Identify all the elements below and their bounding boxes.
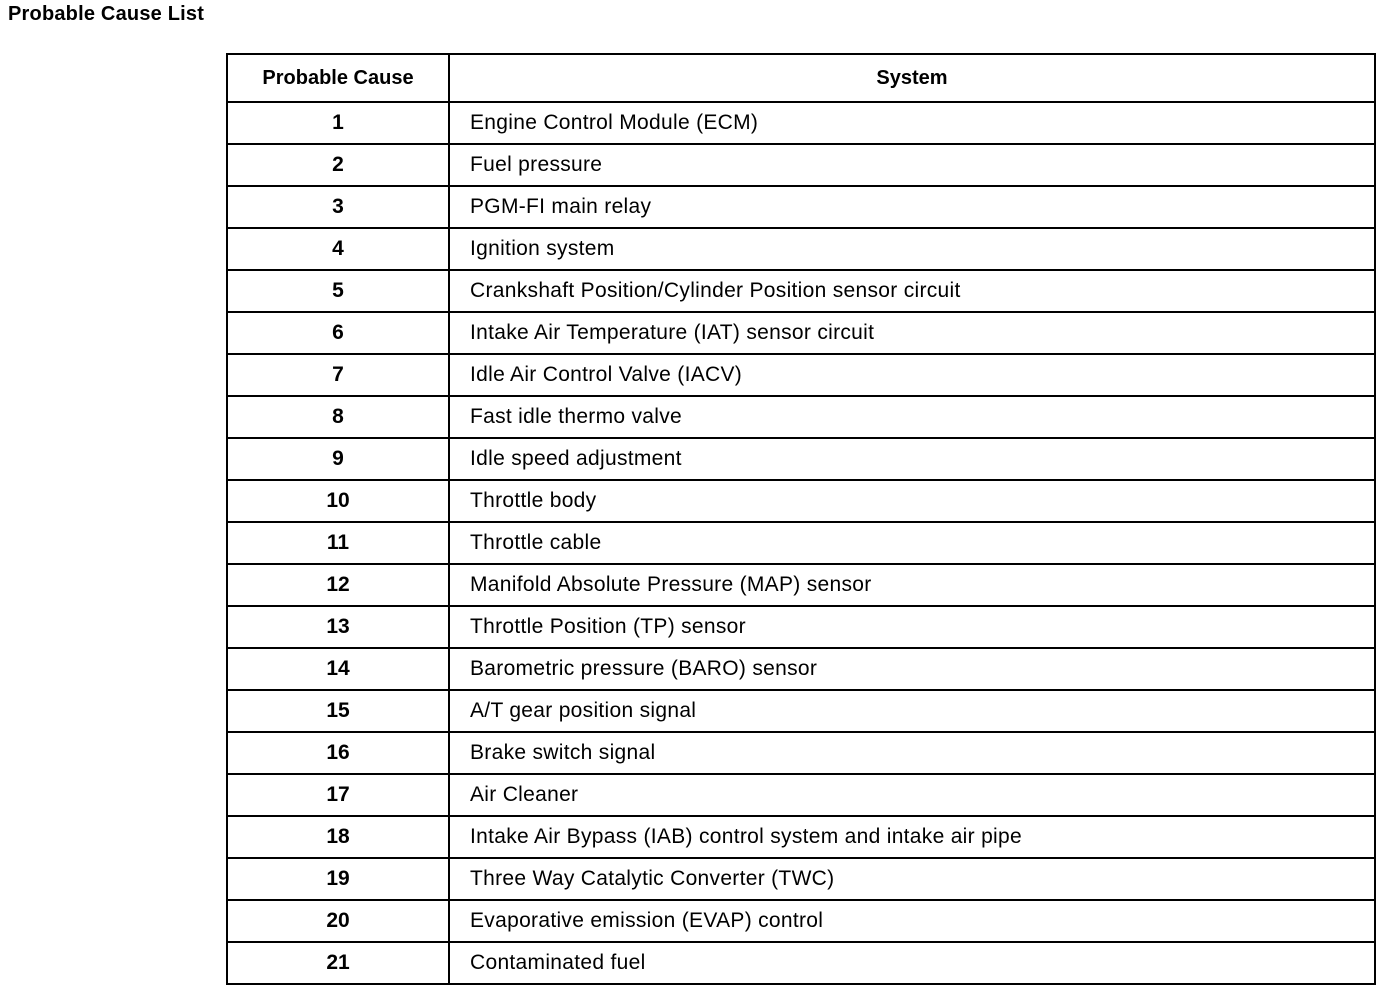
table-row [227, 942, 1375, 984]
system-name: Intake Air Bypass (IAB) control system and intake air pipe [449, 816, 1375, 858]
table-row [227, 732, 1375, 774]
table-row [227, 270, 1375, 312]
cause-number: 15 [227, 690, 449, 732]
system-name: Throttle cable [449, 522, 1375, 564]
system-name: PGM-FI main relay [449, 186, 1375, 228]
cause-number: 16 [227, 732, 449, 774]
table-row [227, 816, 1375, 858]
system-name: Crankshaft Position/Cylinder Position sensor circuit [449, 270, 1375, 312]
cause-number: 9 [227, 438, 449, 480]
table-body [227, 102, 1375, 984]
system-name: Ignition system [449, 228, 1375, 270]
table-row [227, 774, 1375, 816]
system-name: Manifold Absolute Pressure (MAP) sensor [449, 564, 1375, 606]
header-system: System [449, 54, 1375, 102]
system-name: Idle Air Control Valve (IACV) [449, 354, 1375, 396]
table-row [227, 564, 1375, 606]
cause-number: 21 [227, 942, 449, 984]
system-name: Idle speed adjustment [449, 438, 1375, 480]
system-name: Throttle Position (TP) sensor [449, 606, 1375, 648]
system-name: Contaminated fuel [449, 942, 1375, 984]
table-header-row [227, 54, 1375, 102]
cause-number: 5 [227, 270, 449, 312]
system-name: Throttle body [449, 480, 1375, 522]
table-row [227, 606, 1375, 648]
cause-number: 18 [227, 816, 449, 858]
cause-number: 14 [227, 648, 449, 690]
system-name: Air Cleaner [449, 774, 1375, 816]
page-title: Probable Cause List [8, 3, 205, 25]
table-row [227, 690, 1375, 732]
cause-number: 12 [227, 564, 449, 606]
probable-cause-table [226, 53, 1376, 985]
table-row [227, 102, 1375, 144]
system-name: Brake switch signal [449, 732, 1375, 774]
cause-number: 13 [227, 606, 449, 648]
table-row [227, 144, 1375, 186]
cause-number: 2 [227, 144, 449, 186]
system-name: A/T gear position signal [449, 690, 1375, 732]
table-row [227, 522, 1375, 564]
table-row [227, 312, 1375, 354]
system-name: Three Way Catalytic Converter (TWC) [449, 858, 1375, 900]
table-row [227, 480, 1375, 522]
table-row [227, 648, 1375, 690]
system-name: Evaporative emission (EVAP) control [449, 900, 1375, 942]
cause-number: 3 [227, 186, 449, 228]
cause-number: 6 [227, 312, 449, 354]
table-row [227, 858, 1375, 900]
system-name: Fuel pressure [449, 144, 1375, 186]
system-name: Intake Air Temperature (IAT) sensor circuit [449, 312, 1375, 354]
cause-number: 11 [227, 522, 449, 564]
table-row [227, 396, 1375, 438]
system-name: Engine Control Module (ECM) [449, 102, 1375, 144]
system-name: Barometric pressure (BARO) sensor [449, 648, 1375, 690]
system-name: Fast idle thermo valve [449, 396, 1375, 438]
cause-number: 17 [227, 774, 449, 816]
cause-number: 1 [227, 102, 449, 144]
cause-number: 20 [227, 900, 449, 942]
table-row [227, 228, 1375, 270]
cause-number: 8 [227, 396, 449, 438]
table-row [227, 186, 1375, 228]
cause-number: 7 [227, 354, 449, 396]
header-probable-cause: Probable Cause [227, 54, 449, 102]
table-row [227, 354, 1375, 396]
cause-number: 19 [227, 858, 449, 900]
table-row [227, 438, 1375, 480]
cause-number: 10 [227, 480, 449, 522]
cause-number: 4 [227, 228, 449, 270]
table-row [227, 900, 1375, 942]
